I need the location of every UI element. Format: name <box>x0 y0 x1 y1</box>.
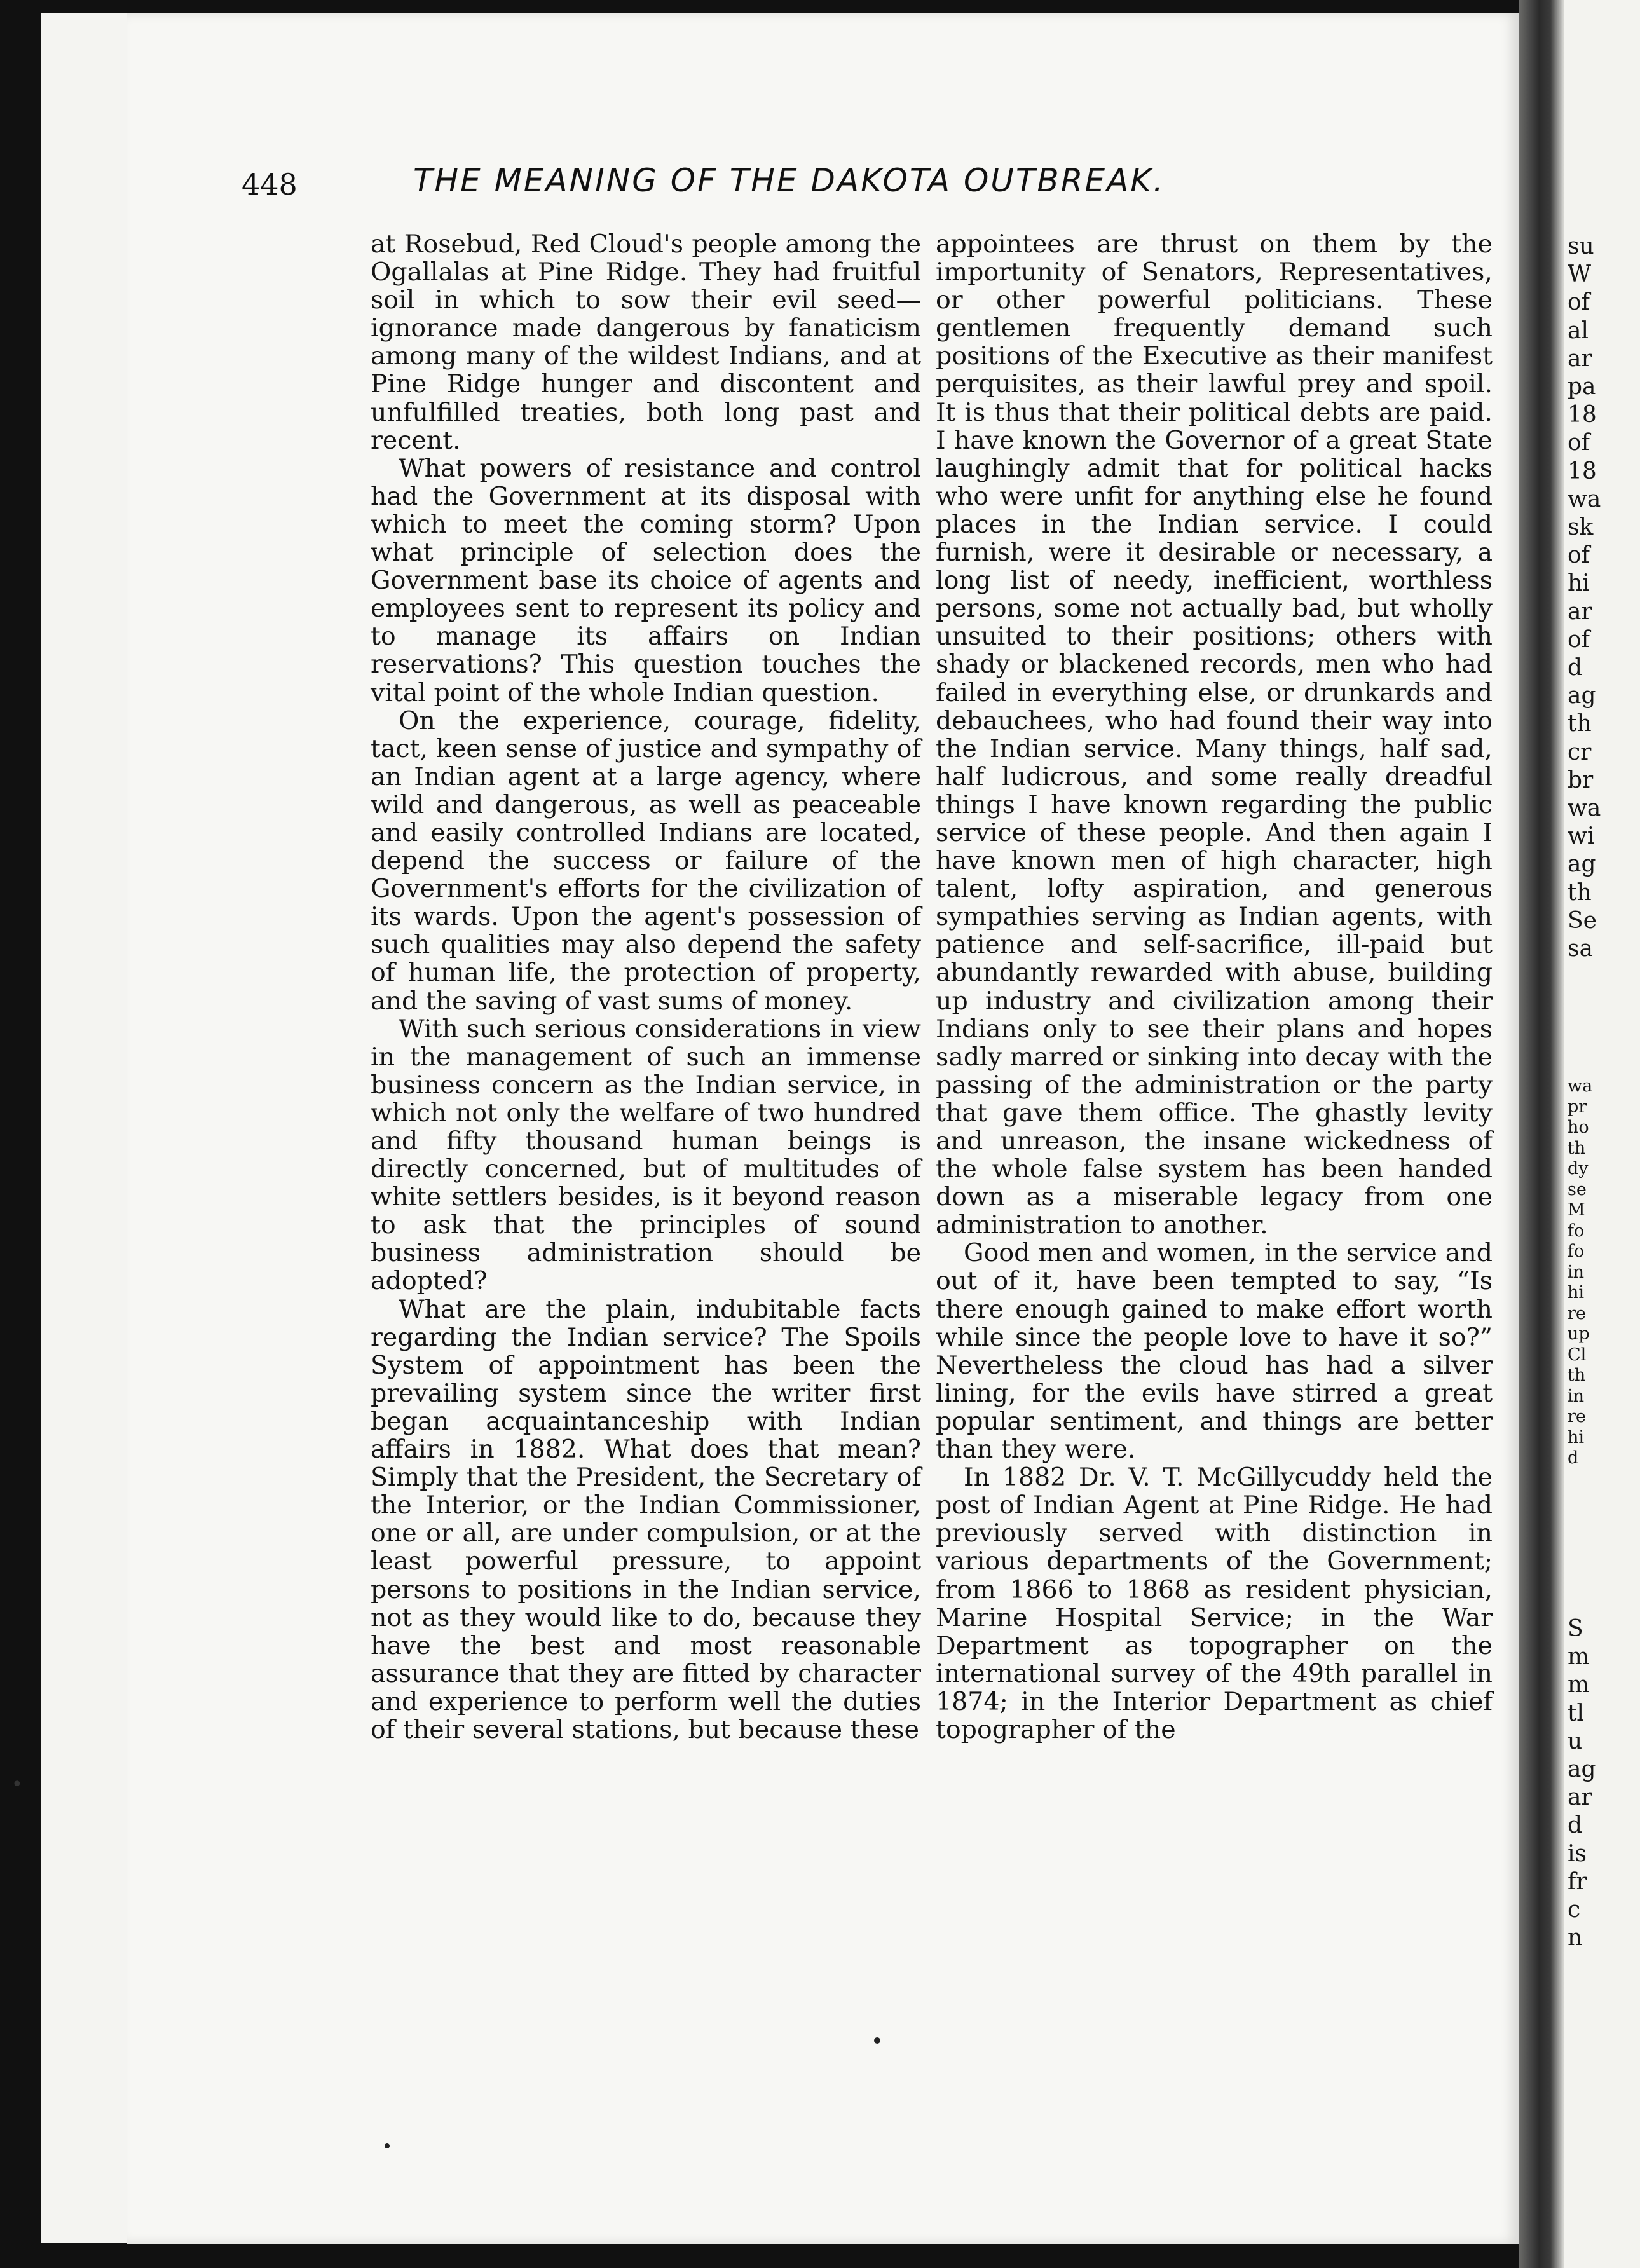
ink-dot <box>874 2037 880 2044</box>
next-page-fragment: d <box>1568 1448 1579 1468</box>
next-page-fragment: of <box>1568 542 1590 569</box>
next-page-fragment: hi <box>1568 1427 1585 1447</box>
right-column <box>936 230 1493 1744</box>
next-page-fragment: d <box>1568 1812 1583 1839</box>
next-page-fragment: of <box>1568 430 1590 456</box>
next-page-fragment: of <box>1568 626 1590 653</box>
next-page-fragment: th <box>1568 879 1592 906</box>
next-page-fragment: sa <box>1568 936 1593 962</box>
next-page-fragment: fo <box>1568 1220 1585 1241</box>
next-page-fragment: ar <box>1568 598 1592 625</box>
next-page-fragment: al <box>1568 317 1589 344</box>
next-page-fragment: M <box>1568 1200 1585 1220</box>
next-page-fragment: re <box>1568 1303 1586 1323</box>
next-page-fragment: su <box>1568 233 1594 259</box>
next-page-fragment: m <box>1568 1672 1590 1698</box>
paragraph: What powers of resistance and control had the Government at its disposal with which to meet the coming storm? Upon what principle of selection does the Government base its choice of agents and employees sent to represent its policy and to manage its affairs on Indian reservations? This question touches the vital point of the whole Indian question. <box>371 453 921 707</box>
next-page-fragment: fo <box>1568 1241 1585 1261</box>
next-page-fragment: th <box>1568 711 1592 737</box>
next-page-fragment: m <box>1568 1644 1590 1670</box>
next-page-fragment: 18 <box>1568 458 1597 484</box>
next-page-fragment: pr <box>1568 1096 1587 1117</box>
next-page-fragment: br <box>1568 767 1594 793</box>
paragraph: Good men and women, in the service and out of it, have been tempted to say, “Is there enough gained to make effort worth while since the people love to have it so?” Nevertheless the cloud has had a silver lining, for the evils have stirred a great popular sentiment, and things are better than they were. <box>936 1238 1493 1465</box>
next-page-fragment: tl <box>1568 1700 1584 1726</box>
next-page-fragment: ho <box>1568 1117 1589 1137</box>
next-page-fragment: in <box>1568 1262 1585 1282</box>
next-page-fragment: re <box>1568 1407 1586 1426</box>
next-page-fragment: cr <box>1568 739 1592 765</box>
next-page-fragment: in <box>1568 1386 1585 1406</box>
next-page-fragment: up <box>1568 1324 1590 1344</box>
next-page-fragment: ar <box>1568 345 1592 372</box>
next-page-fragment: wa <box>1568 486 1601 512</box>
next-page-fragment: is <box>1568 1840 1587 1867</box>
paragraph: In 1882 Dr. V. T. McGillycuddy held the post of Indian Agent at Pine Ridge. He had previously served with distinction in various departments of the Government; from 1866 to 1868 as resident physician, Marine Hospital Service; in the War Department as topographer on the international survey of the 49th parallel in 1874; in the Interior Department as chief topographer of the <box>936 1463 1493 1744</box>
next-page-fragment: of <box>1568 289 1590 316</box>
binding-gutter <box>1519 0 1564 2268</box>
next-page-fragment: wa <box>1568 795 1601 821</box>
paragraph: at Rosebud, Red Cloud's people among the Ogallalas at Pine Ridge. They had fruitful soil in which to sow their evil seed—ignorance made dangerous by fanaticism among many of the wildest Indians, and at Pine Ridge hunger and discontent and unfulfilled treaties, both long past and recent. <box>371 229 921 455</box>
ink-dot <box>385 2143 390 2148</box>
scan-speck: • <box>11 1773 23 1796</box>
next-page-fragment: c <box>1568 1897 1581 1923</box>
next-page-fragment: u <box>1568 1728 1583 1754</box>
next-page-fragment: wi <box>1568 823 1595 850</box>
next-page-fragment: S <box>1568 1616 1583 1642</box>
paragraph: With such serious considerations in view in the management of such an immense business concern as the Indian service, in which not only the welfare of two hundred and fifty thousand human beings is directly concerned, but of multitudes of white settlers besides, is it beyond reason to ask that the principles of sound business administration should be adopted? <box>371 1014 921 1296</box>
page-number: 448 <box>242 167 297 202</box>
paragraph: appointees are thrust on them by the importunity of Senators, Representatives, or other powerful politicians. These gentlemen frequently demand such positions of the Executive as their manifest perquisites, as their lawful prey and spoil. It is thus that their political debts are paid. I have known the Governor of a great State laughingly admit that for political hacks who were unfit for anything else he found places in the Indian service. I could furnish, were it desirable or necessary, a long list of needy, inefficient, worthless persons, some not actually bad, but wholly unsuited to their positions; others with shady or blackened records, men who had failed in everything else, or drunkards and debauchees, who had found their way into the Indian service. Many things, half sad, half ludicrous, and some really dreadful things I have known regarding the public service of these people. And then again I have known men of high character, high talent, lofty aspiration, and generous sympathies serving as Indian agents, with patience and self-sacrifice, ill-paid but abundantly rewarded with abuse, building up industry and civilization among their Indians only to see their plans and hopes sadly marred or sinking into decay with the passing of the administration or the party that gave them office. The ghastly levity and unreason, the insane wickedness of the whole false system has been handed down as a miserable legacy from one administration to another. <box>936 229 1493 1240</box>
next-page-fragment: W <box>1568 261 1592 288</box>
next-page-edge <box>1564 0 1640 2268</box>
left-column <box>371 230 921 1744</box>
next-page-fragment: th <box>1568 1138 1586 1158</box>
next-page-fragment: Se <box>1568 907 1597 934</box>
next-page-fragment: hi <box>1568 570 1590 597</box>
next-page-fragment: th <box>1568 1365 1586 1385</box>
next-page-fragment: sk <box>1568 514 1594 540</box>
running-title: THE MEANING OF THE DAKOTA OUTBREAK. <box>413 162 1165 199</box>
next-page-fragment: se <box>1568 1179 1587 1199</box>
next-page-fragment: pa <box>1568 374 1596 400</box>
next-page-fragment: dy <box>1568 1159 1589 1178</box>
paragraph: What are the plain, indubitable facts regarding the Indian service? The Spoils System of appointment has been the prevailing system since the writer first began acquaintanceship with Indian affairs in 1882. What does that mean? Simply that the President, the Secretary of the Interior, or the Indian Commissioner, one or all, are under compulsion, or at the least powerful pressure, to appoint persons to positions in the Indian service, not as they would like to do, because they have the best and most reasonable assurance that they are fitted by character and experience to perform well the duties of their several stations, but because these <box>371 1294 921 1744</box>
next-page-fragment: ag <box>1568 851 1596 878</box>
next-page-fragment: ag <box>1568 1756 1596 1782</box>
next-page-fragment: ag <box>1568 683 1596 709</box>
next-page-fragment: Cl <box>1568 1344 1587 1365</box>
next-page-fragment: ar <box>1568 1784 1592 1811</box>
next-page-fragment: d <box>1568 655 1583 681</box>
next-page-fragment: n <box>1568 1925 1583 1951</box>
next-page-fragment: hi <box>1568 1283 1585 1302</box>
running-head <box>242 162 1335 207</box>
next-page-fragment: 18 <box>1568 402 1597 428</box>
next-page-fragment: fr <box>1568 1868 1587 1895</box>
next-page-fragment: wa <box>1568 1076 1593 1096</box>
paragraph: On the experience, courage, fidelity, tact, keen sense of justice and sympathy of an Indian agent at a large agency, where wild and dangerous, as well as peaceable and easily controlled Indians are located, depend the success or failure of the Government's efforts for the civilization of its wards. Upon the agent's possession of such qualities may also depend the safety of human life, the protection of property, and the saving of vast sums of money. <box>371 706 921 1016</box>
